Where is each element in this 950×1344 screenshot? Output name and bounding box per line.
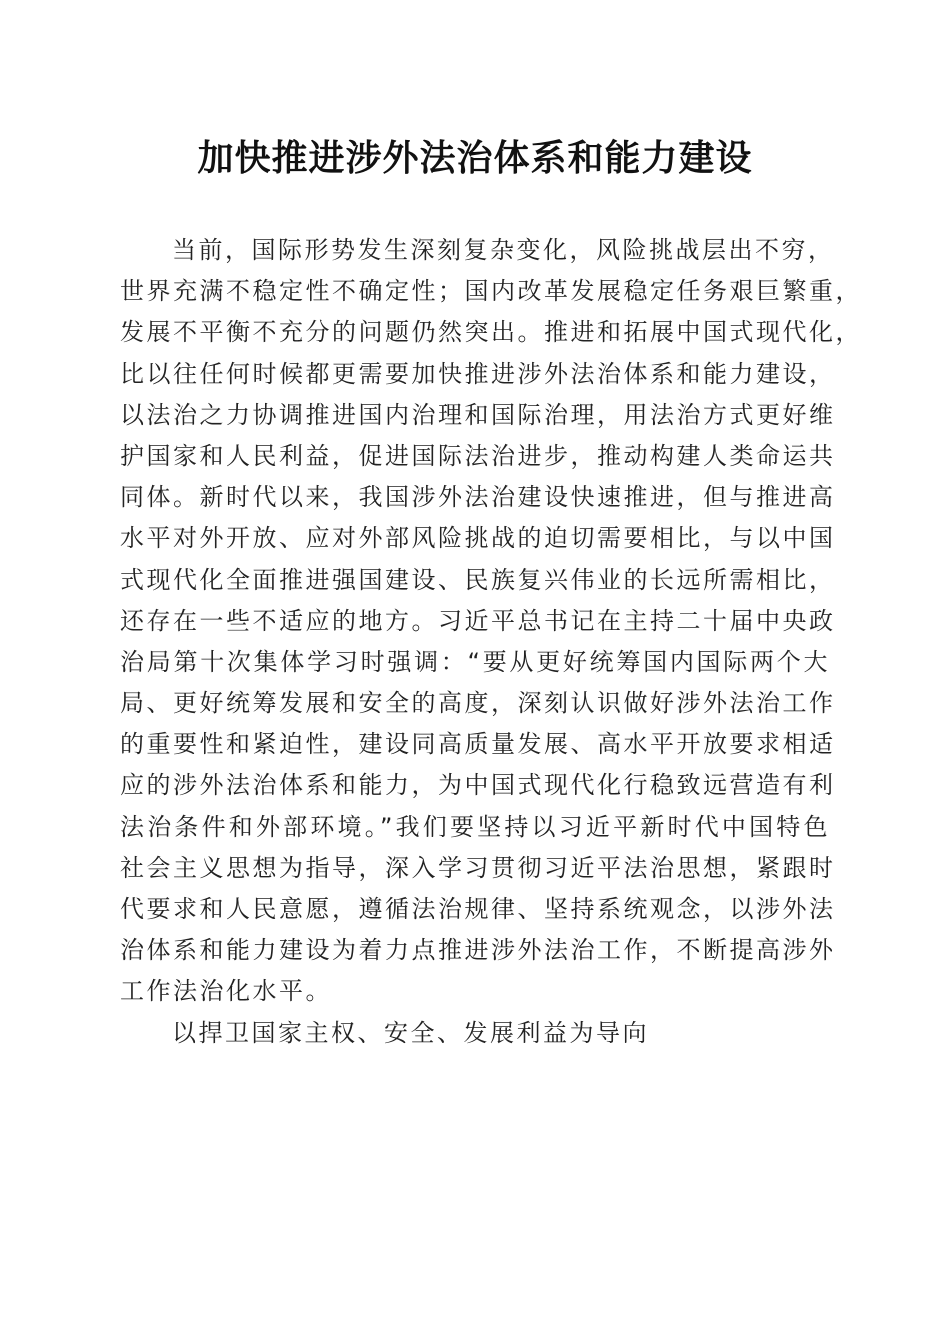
text-line: 发展不平衡不充分的问题仍然突出。推进和拓展中国式现代化， bbox=[120, 318, 862, 347]
text-line: 水平对外开放、应对外部风险挑战的迫切需要相比，与以中国 bbox=[120, 524, 836, 553]
text-line: 治体系和能力建设为着力点推进涉外法治工作，不断提高涉外 bbox=[120, 936, 836, 965]
section-heading-text: 以捍卫国家主权、安全、发展利益为导向 bbox=[172, 1018, 649, 1047]
text-line: 还存在一些不适应的地方。习近平总书记在主持二十届中央政 bbox=[120, 606, 836, 635]
text-line: 代要求和人民意愿，遵循法治规律、坚持系统观念，以涉外法 bbox=[120, 895, 836, 923]
document-title: 加快推进涉外法治体系和能力建设 bbox=[197, 137, 753, 179]
text-line: 以法治之力协调推进国内治理和国际治理，用法治方式更好维 bbox=[120, 400, 836, 429]
text-line: 同体。新时代以来，我国涉外法治建设快速推进，但与推进高 bbox=[120, 483, 836, 512]
text-line: 工作法治化水平。 bbox=[120, 977, 332, 1006]
text-line: 的重要性和紧迫性，建设同高质量发展、高水平开放要求相适 bbox=[120, 730, 836, 759]
section-heading bbox=[120, 1013, 830, 1054]
text-line: 局、更好统筹发展和安全的高度，深刻认识做好涉外法治工作 bbox=[120, 689, 836, 718]
text-line: 当前，国际形势发生深刻复杂变化，风险挑战层出不穷， bbox=[172, 236, 835, 264]
text-line: 治局第十次集体学习时强调：“要从更好统筹国内国际两个大 bbox=[120, 647, 830, 676]
document-body bbox=[120, 230, 862, 1054]
text-line: 护国家和人民利益，促进国际法治进步，推动构建人类命运共 bbox=[120, 441, 836, 470]
text-line: 式现代化全面推进强国建设、民族复兴伟业的长远所需相比， bbox=[120, 565, 836, 594]
text-line: 世界充满不稳定性不确定性；国内改革发展稳定任务艰巨繁重， bbox=[120, 277, 862, 306]
text-line: 应的涉外法治体系和能力，为中国式现代化行稳致远营造有利 bbox=[120, 771, 836, 800]
text-line: 社会主义思想为指导，深入学习贯彻习近平法治思想，紧跟时 bbox=[120, 853, 836, 882]
text-line: 比以往任何时候都更需要加快推进涉外法治体系和能力建设， bbox=[120, 359, 836, 388]
paragraph-intro bbox=[120, 230, 862, 1013]
text-line: 法治条件和外部环境。”我们要坚持以习近平新时代中国特色 bbox=[120, 812, 830, 841]
